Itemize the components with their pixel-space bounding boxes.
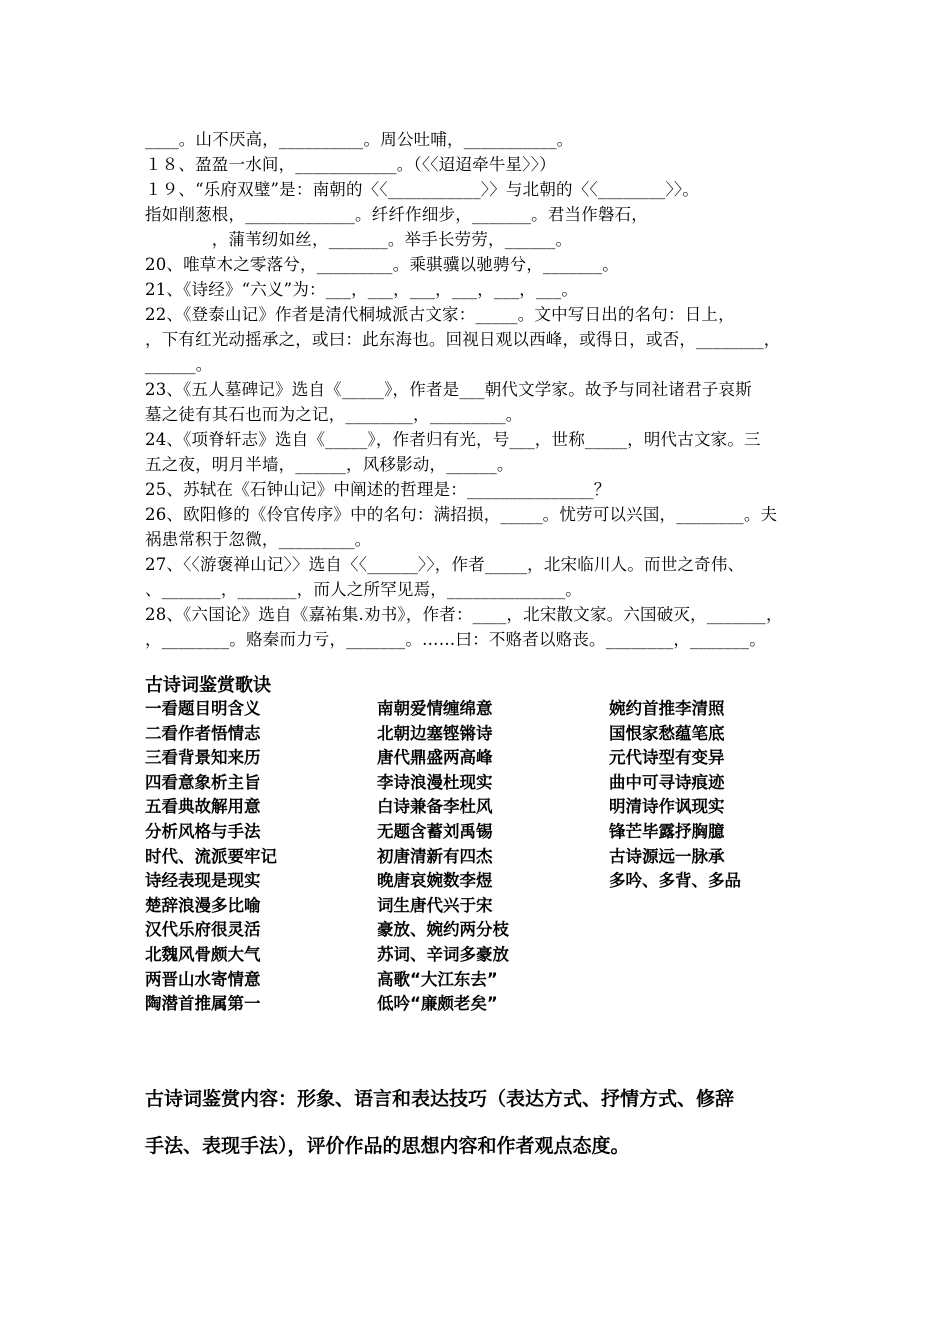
exercise-line: 26、欧阳修的《伶官传序》中的名句：满招损，_____。忧劳可以兴国，________。夫 — [145, 505, 778, 524]
rhyme-line: 分析风格与手法 — [145, 821, 261, 841]
exercise-line: 墓之徒有其石也而为之记，________，_________。 — [145, 405, 523, 424]
exercise-line: ，________。赂秦而力亏，_______。……曰：不赂者以赂丧。________，_______。 — [145, 630, 766, 649]
exercise-line: １８、盈盈一水间，____________。（〈〈迢迢牵牛星〉〉） — [145, 155, 556, 174]
rhyme-line: 白诗兼备李杜风 — [377, 797, 493, 817]
rhyme-line: 高歌“大江东去” — [377, 969, 498, 989]
exercise-line: 21、《诗经》“六义”为：___，___，___，___，___，___。 — [145, 280, 579, 299]
exercise-line: 指如削葱根，_____________。纤纤作细步，_______。君当作磐石， — [145, 205, 648, 224]
exercise-line: 20、唯草木之零落兮，_________。乘骐骥以驰骋兮，_______。 — [145, 255, 619, 274]
rhyme-line: 二看作者悟情志 — [145, 723, 261, 743]
exercise-line: ____。山不厌高，__________。周公吐哺，___________。 — [145, 130, 574, 149]
rhyme-column-2 — [377, 697, 607, 1017]
rhyme-line: 两晋山水寄情意 — [145, 969, 261, 989]
rhyme-line: 陶潜首推属第一 — [145, 994, 261, 1014]
rhyme-line: 李诗浪漫杜现实 — [377, 772, 493, 792]
rhyme-column-3 — [609, 697, 839, 894]
rhyme-line: 楚辞浪漫多比喻 — [145, 895, 261, 915]
exercise-line: 28、《六国论》选自《嘉祐集.劝书》，作者：____，北宋散文家。六国破灭，_______， — [145, 605, 783, 624]
rhyme-line: 婉约首推李清照 — [609, 699, 725, 718]
rhyme-line: 唐代鼎盛两高峰 — [377, 748, 493, 768]
rhyme-line: 南朝爱情缠绵意 — [377, 699, 493, 718]
rhyme-line: 苏词、辛词多豪放 — [377, 944, 509, 964]
rhyme-line: 曲中可寻诗痕迹 — [609, 772, 725, 792]
section-title: 古诗词鉴赏歌诀 — [145, 675, 271, 696]
exercise-line: 22、《登泰山记》作者是清代桐城派古文家：_____。文中写日出的名句：日上， — [145, 305, 735, 324]
rhyme-line: 明清诗作讽现实 — [609, 797, 725, 817]
exercise-line: 25、苏轼在《石钟山记》中阐述的哲理是：_______________？ — [145, 480, 611, 499]
rhyme-line: 初唐清新有四杰 — [377, 846, 493, 866]
rhyme-line: 多吟、多背、多品 — [609, 871, 741, 891]
rhyme-line: 时代、流派要牢记 — [145, 846, 277, 866]
exercise-line: ______。 — [145, 355, 213, 374]
rhyme-line: 五看典故解用意 — [145, 797, 261, 817]
rhyme-line: 诗经表现是现实 — [145, 871, 261, 891]
rhyme-line: 北魏风骨颇大气 — [145, 944, 261, 964]
exercise-line: 27、〈〈游褒禅山记〉〉选自〈〈______〉〉，作者_____，北宋临川人。而世之奇伟、 — [145, 555, 745, 574]
exercise-line: 、_______，_______，而人之所罕见焉，______________。 — [145, 580, 582, 599]
exercise-line: 23、《五人墓碑记》选自《_____》，作者是___朝代文学家。故予与同社诸君子哀斯 — [145, 380, 752, 399]
exercise-line: 24、《项脊轩志》选自《_____》，作者归有光，号___，世称_____，明代古文家。三 — [145, 430, 761, 449]
summary-line: 古诗词鉴赏内容：形象、语言和表达技巧（表达方式、抒情方式、修辞 — [145, 1088, 735, 1110]
exercise-line: ，下有红光动摇承之，或曰：此东海也。回视日观以西峰，或得日，或否，________， — [145, 330, 781, 349]
rhyme-line: 四看意象析主旨 — [145, 772, 261, 792]
rhyme-line: 国恨家愁蕴笔底 — [609, 723, 725, 743]
rhyme-line: 汉代乐府很灵活 — [145, 920, 261, 940]
rhyme-line: 词生唐代兴于宋 — [377, 895, 493, 915]
rhyme-line: 锋芒毕露抒胸臆 — [609, 821, 725, 841]
rhyme-column-1 — [145, 697, 375, 1017]
rhyme-line: 元代诗型有变异 — [609, 748, 725, 768]
exercise-section — [145, 127, 825, 652]
summary-paragraph — [145, 1076, 825, 1170]
rhyme-line: 晚唐哀婉数李煜 — [377, 871, 493, 891]
rhyme-line: 低吟“廉颇老矣” — [377, 994, 498, 1014]
rhyme-line: 无题含蓄刘禹锡 — [377, 821, 493, 841]
rhyme-line: 三看背景知来历 — [145, 748, 261, 768]
rhyme-line: 豪放、婉约两分枝 — [377, 920, 509, 940]
exercise-line: 祸患常积于忽微，_________。 — [145, 530, 372, 549]
rhyme-line: 一看题目明含义 — [145, 699, 261, 718]
summary-line: 手法、表现手法），评价作品的思想内容和作者观点态度。 — [145, 1135, 630, 1157]
exercise-line: １９、“乐府双璧”是：南朝的〈〈___________〉〉与北朝的〈〈________〉〉。 — [145, 180, 700, 199]
exercise-line: ，蒲苇纫如丝，_______。举手长劳劳，______。 — [145, 230, 573, 249]
rhyme-line: 古诗源远一脉承 — [609, 846, 725, 866]
exercise-line: 五之夜，明月半墙，______，风移影动，______。 — [145, 455, 514, 474]
rhyme-line: 北朝边塞铿锵诗 — [377, 723, 493, 743]
